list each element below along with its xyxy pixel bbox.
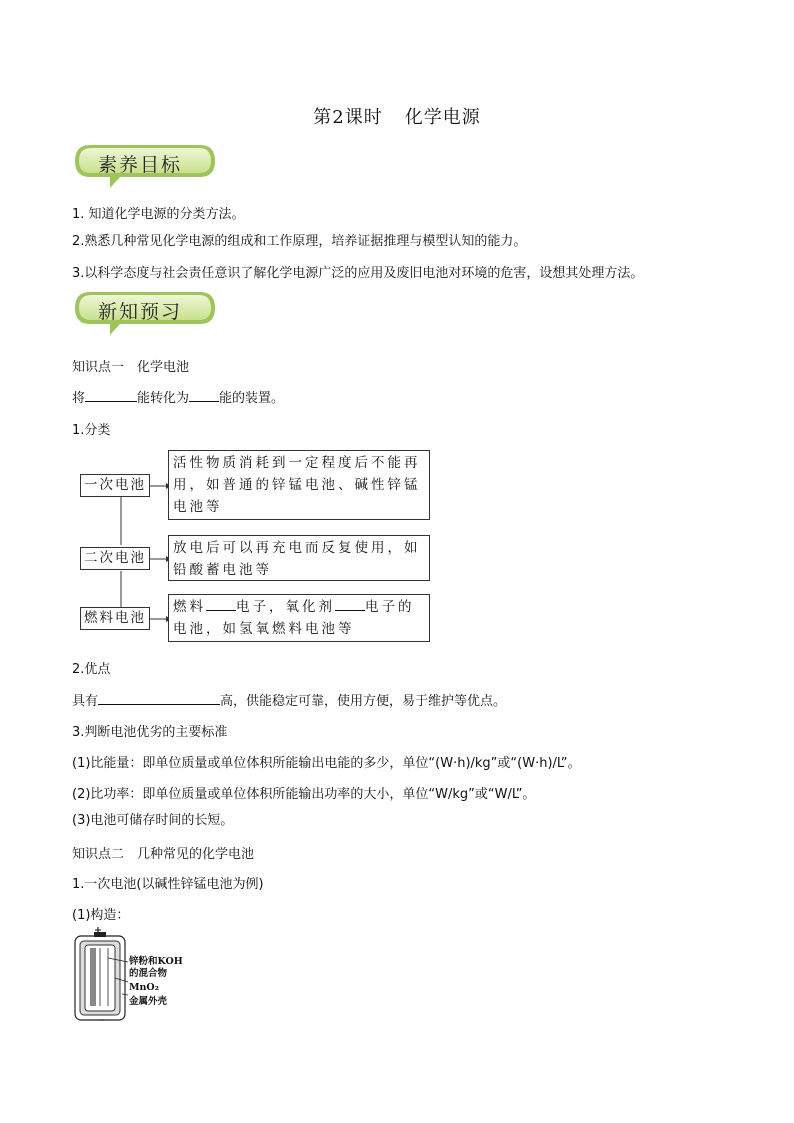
desc-primary-battery: 活性物质消耗到一定程度后不能再用，如普通的锌锰电池、碱性锌锰电池等	[168, 450, 430, 520]
page-title	[0, 103, 794, 129]
goal-1: 1. 知道化学电源的分类方法。	[72, 207, 245, 222]
banner-literacy-goals-label: 素养目标	[98, 154, 183, 176]
advantages-part-a: 具有	[72, 694, 99, 709]
criteria-3: (3)电池可储存时间的长短。	[72, 813, 234, 828]
banner-new-preview	[72, 289, 218, 329]
section2-heading: 知识点二 几种常见的化学电池	[72, 847, 255, 862]
fuel-desc-c: 电子的电池，如氢氧燃料电池等	[173, 599, 415, 637]
section2-sub1-1: (1)构造：	[72, 908, 130, 923]
sentence-part-c: 能的装置。	[219, 391, 285, 406]
section2-sub1: 1.一次电池(以碱性锌锰电池为例)	[72, 877, 264, 892]
advantages-blank[interactable]	[98, 692, 220, 705]
section1-sentence	[72, 387, 284, 406]
answer-blank-2[interactable]	[189, 389, 219, 402]
advantages-heading: 2.优点	[72, 662, 111, 677]
label-secondary-battery: 二次电池	[80, 547, 150, 570]
title-part1: 第2课时	[313, 107, 383, 128]
answer-blank-1[interactable]	[85, 389, 137, 402]
criteria-1: (1)比能量：即单位质量或单位体积所能输出电能的多少，单位“(W·h)/kg”或“(W·h)/L”。	[72, 756, 581, 771]
criteria-2: (2)比功率：即单位质量或单位体积所能输出功率的大小，单位“W/kg”或“W/L”。	[72, 787, 536, 802]
criteria-heading: 3.判断电池优劣的主要标准	[72, 725, 228, 740]
battery-label-mno2: MnO₂	[129, 982, 159, 993]
goal-3: 3.以科学态度与社会责任意识了解化学电源广泛的应用及废旧电池对环境的危害，设想其处理方法。	[72, 266, 644, 281]
banner-new-preview-label: 新知预习	[98, 301, 183, 323]
banner-literacy-goals	[72, 142, 218, 182]
battery-minus-sign: −	[97, 1015, 105, 1026]
fuel-desc-a: 燃料	[173, 599, 206, 615]
fuel-desc-b: 电子，氧化剂	[236, 599, 335, 615]
battery-label-zinc-koh: 锌粉和KOH	[129, 956, 183, 967]
label-fuel-cell: 燃料电池	[80, 607, 150, 630]
fuel-blank-1[interactable]	[206, 598, 236, 611]
classify-heading: 1.分类	[72, 423, 111, 438]
sentence-part-a: 将	[72, 391, 86, 406]
desc-secondary-battery: 放电后可以再充电而反复使用，如铅酸蓄电池等	[168, 535, 430, 581]
label-primary-battery: 一次电池	[80, 474, 150, 497]
advantages-sentence	[72, 690, 506, 709]
section1-heading: 知识点一 化学电池	[72, 360, 190, 375]
sentence-part-b: 能转化为	[137, 391, 190, 406]
desc-fuel-cell	[168, 594, 430, 642]
advantages-part-b: 高，供能稳定可靠，使用方便，易于维护等优点。	[220, 694, 507, 709]
fuel-blank-2[interactable]	[335, 598, 365, 611]
battery-label-mixture: 的混合物	[129, 968, 168, 979]
battery-plus-sign: +	[94, 925, 102, 936]
title-part2: 化学电源	[404, 107, 481, 128]
goal-2: 2.熟悉几种常见化学电源的组成和工作原理，培养证据推理与模型认知的能力。	[72, 234, 527, 249]
battery-label-metal-shell: 金属外壳	[129, 996, 168, 1007]
alkaline-battery-figure	[70, 928, 130, 1028]
